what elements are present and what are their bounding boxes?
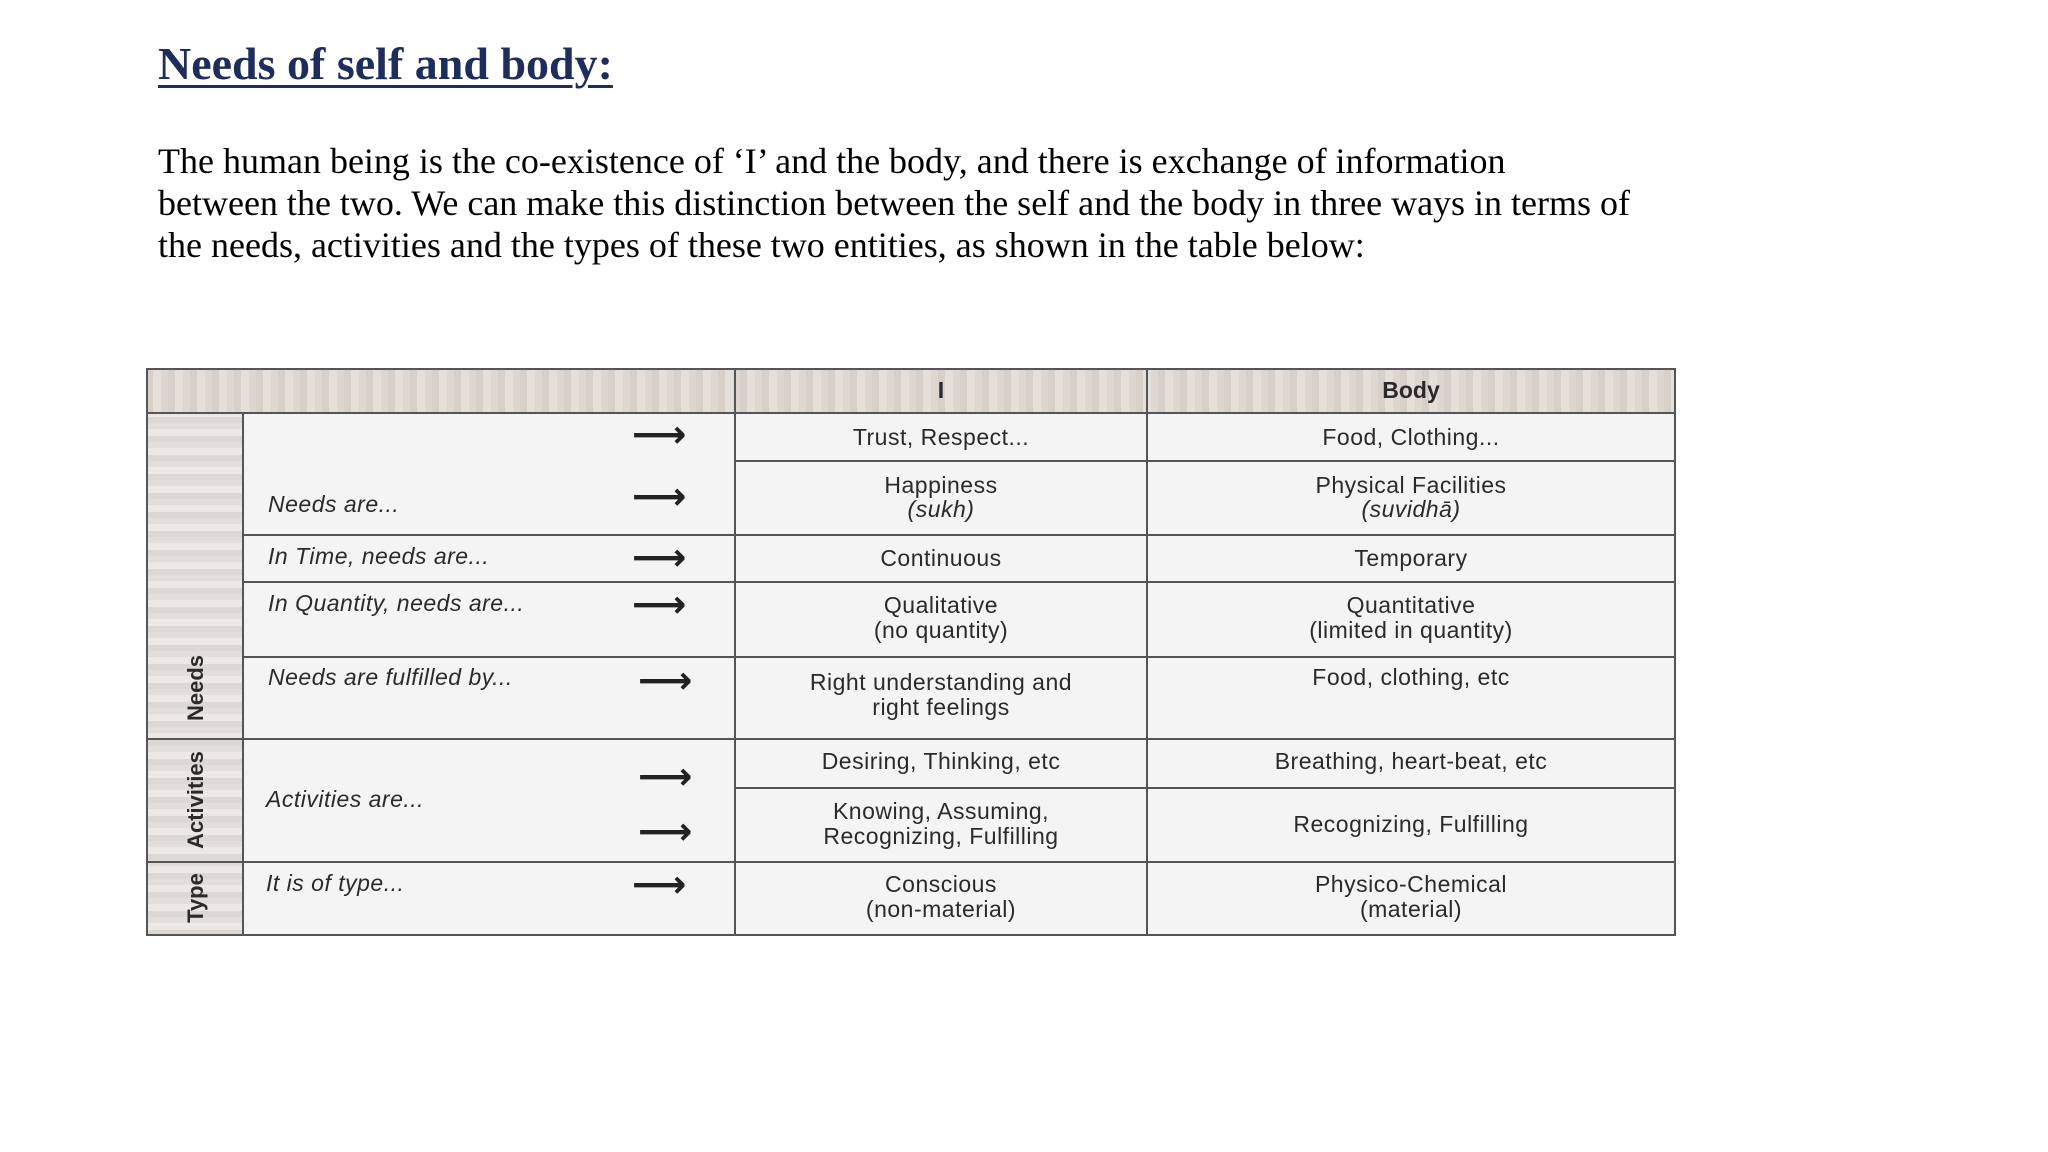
arrow-icon: ⟶	[632, 864, 687, 906]
row-label-time: In Time, needs are...	[268, 543, 490, 569]
self-cell-qualitative: Qualitative	[883, 592, 999, 618]
body-cell-physico-chemical: Physico-Chemical	[1314, 871, 1508, 897]
table-rule	[146, 738, 1676, 740]
page-title: Needs of self and body:	[158, 38, 613, 89]
body-cell-facilities-note: (suvidhā)	[1361, 496, 1461, 522]
self-cell-happiness-note: (sukh)	[907, 496, 975, 522]
table-rule	[242, 412, 244, 936]
row-label-type: It is of type...	[266, 870, 405, 896]
table-rule	[1146, 368, 1148, 936]
category-activities: Activities	[183, 751, 208, 849]
table-rule	[242, 656, 1676, 658]
self-cell-knowing: Knowing, Assuming,	[832, 798, 1050, 824]
arrow-icon: ⟶	[632, 476, 687, 518]
self-cell-qualitative-note: (no quantity)	[873, 617, 1009, 643]
table-rule	[734, 460, 1676, 462]
table-rule	[242, 581, 1676, 583]
body-cell-facilities: Physical Facilities	[1315, 472, 1507, 498]
needs-comparison-table	[146, 368, 1676, 936]
arrow-icon: ⟶	[638, 811, 693, 853]
arrow-icon: ⟶	[632, 584, 687, 626]
table-rule	[242, 534, 1676, 536]
arrow-icon: ⟶	[632, 537, 687, 579]
arrow-icon: ⟶	[638, 756, 693, 798]
category-type: Type	[183, 873, 208, 923]
column-header-body: Body	[1382, 377, 1440, 403]
body-cell-quantitative-note: (limited in quantity)	[1309, 617, 1513, 643]
intro-paragraph	[158, 140, 1958, 266]
intro-line: the needs, activities and the types of these two entities, as shown in the table below:	[158, 225, 1365, 265]
self-cell-understanding: Right understanding and	[809, 669, 1073, 695]
self-cell-conscious-note: (non-material)	[865, 896, 1017, 922]
table-border-right	[1674, 368, 1676, 936]
row-label-needs: Needs are...	[268, 491, 400, 517]
row-label-activities: Activities are...	[266, 786, 425, 812]
self-cell-understanding-2: right feelings	[872, 694, 1010, 720]
body-cell-temporary: Temporary	[1354, 545, 1468, 571]
body-cell-breathing: Breathing, heart-beat, etc	[1274, 748, 1548, 774]
body-cell-food-clothing: Food, clothing, etc	[1312, 664, 1510, 690]
body-cell-recognizing: Recognizing, Fulfilling	[1293, 811, 1529, 837]
self-cell-conscious: Conscious	[885, 871, 997, 897]
body-cell-quantitative: Quantitative	[1346, 592, 1476, 618]
arrow-icon: ⟶	[632, 414, 687, 456]
column-header-self: I	[937, 377, 945, 403]
row-label-quantity: In Quantity, needs are...	[268, 590, 525, 616]
table-rule	[734, 787, 1676, 789]
table-rule	[146, 412, 1676, 414]
table-border-top	[146, 368, 1676, 370]
table-border-bottom	[146, 934, 1676, 936]
self-cell-desiring: Desiring, Thinking, etc	[821, 748, 1061, 774]
table-rule	[146, 861, 1676, 863]
table-rule	[734, 368, 736, 936]
self-cell-continuous: Continuous	[880, 545, 1002, 571]
table-border-left	[146, 368, 148, 936]
self-cell-trust: Trust, Respect...	[852, 424, 1030, 450]
body-cell-food: Food, Clothing...	[1322, 424, 1500, 450]
intro-line: between the two. We can make this distinction between the self and the body in three ways in terms of	[158, 183, 1631, 223]
body-cell-material: (material)	[1359, 896, 1463, 922]
row-label-fulfilled: Needs are fulfilled by...	[268, 664, 513, 690]
category-needs: Needs	[183, 654, 208, 722]
self-cell-recognizing: Recognizing, Fulfilling	[823, 823, 1059, 849]
self-cell-happiness: Happiness	[884, 472, 998, 498]
intro-line: The human being is the co-existence of ‘I’ and the body, and there is exchange of information	[158, 141, 1506, 181]
arrow-icon: ⟶	[638, 660, 693, 702]
